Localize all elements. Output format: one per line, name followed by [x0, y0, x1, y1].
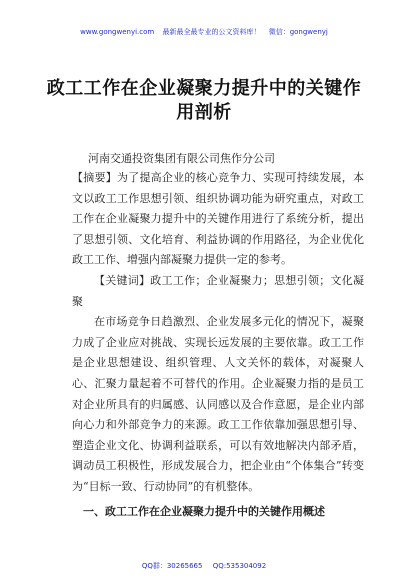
- footer-qq: QQ:535304092: [212, 562, 267, 570]
- header-wechat: 微信：gongwenyj: [268, 28, 328, 36]
- page-footer: [0, 561, 408, 571]
- header-url[interactable]: www.gongwenyi.com: [80, 28, 155, 36]
- header-slogan: 最新最全最专业的公文资料库！: [162, 28, 261, 36]
- section-heading: 一、政工工作在企业凝聚力提升中的关键作用概述: [83, 504, 325, 518]
- abstract: 【摘要】为了提高企业的核心竞争力、实现可持续发展，本文以政工工作思想引领、组织协调功能为研究重点，对政工工作在企业凝聚力提升中的关键作用进行了系统分析，提出了思想引领、文化培育、利益协调的作用路径，为企业优化政工工作、增强内部凝聚力提供一定的参考。: [72, 171, 364, 267]
- document-body: [72, 168, 364, 522]
- body-paragraph: 在市场竞争日趋激烈、企业发展多元化的情况下，凝聚力成了企业应对挑战、实现长远发展的主要依靠。政工工作是企业思想建设、组织管理、人文关怀的载体，对凝聚人心、汇聚力量起着不可替代的作用。企业凝聚力指的是员工对企业所具有的归属感、认同感以及合作意愿，是企业内部向心力和外部竞争力的来源。政工工作依靠加强思想引导、塑造企业文化、协调利益联系，可以有效地解决内部矛盾，调动员工积极性，形成发展合力，把企业由“个体集合”转变为“目标一致、行动协同”的有机整体。: [72, 315, 364, 493]
- footer-qq-group: QQ群：30265665: [141, 562, 203, 570]
- keywords: 【关键词】政工工作；企业凝聚力；思想引领；文化凝聚: [72, 273, 364, 308]
- document-title: 政工工作在企业凝聚力提升中的关键作用剖析: [46, 78, 362, 123]
- author-organization: 河南交通投资集团有限公司焦作分公司: [88, 152, 275, 165]
- page-header: [0, 27, 408, 37]
